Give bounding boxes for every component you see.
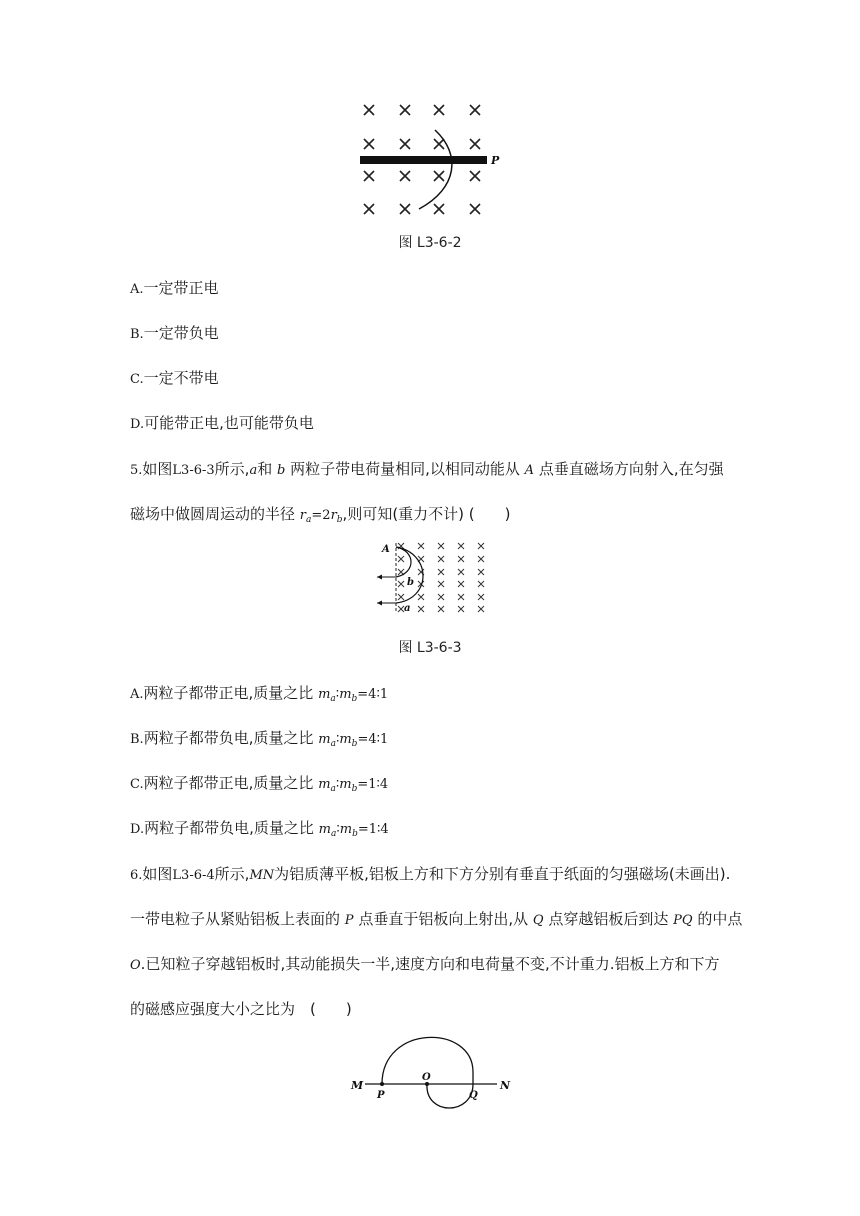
text: 两粒子带电荷量相同,以相同动能从: [290, 460, 520, 478]
field-cross: [400, 204, 410, 214]
var-a: a: [249, 463, 258, 478]
label-Q: Q: [469, 1090, 478, 1101]
q4-option-d: [130, 412, 314, 433]
var-m: m: [318, 687, 331, 702]
var-MN: MN: [249, 868, 275, 883]
var-m: m: [318, 822, 331, 837]
figure-l3-6-4: [345, 1032, 520, 1112]
var-m: m: [339, 777, 352, 792]
option-letter: B.: [130, 732, 144, 747]
field-cross: [470, 139, 480, 149]
option-letter: C.: [130, 777, 144, 792]
option-text: 一定不带电: [143, 369, 219, 387]
equals-2: =2: [311, 508, 331, 523]
particle-trajectory: [419, 130, 452, 209]
text: ,则可知(重力不计) ( ): [342, 505, 511, 523]
text: 一带电粒子从紧贴铝板上表面的: [130, 910, 341, 928]
var-r: r: [330, 508, 337, 523]
field-cross: [458, 594, 464, 600]
text: 如图: [142, 865, 173, 883]
label-a: a: [404, 603, 411, 614]
field-cross: [434, 105, 444, 115]
field-cross: [470, 105, 480, 115]
field-cross: [418, 543, 424, 549]
text: 所示,: [214, 865, 250, 883]
var-m: m: [318, 777, 331, 792]
label-P: P: [377, 1090, 385, 1101]
var-Q: Q: [532, 913, 544, 928]
lower-arc-trajectory: [427, 1084, 473, 1108]
field-cross: [418, 594, 424, 600]
subscript-a: a: [306, 515, 312, 525]
option-text: 两粒子都带负电,质量之比: [143, 729, 314, 747]
text: 的中点: [697, 910, 743, 928]
subscript-b: b: [351, 739, 358, 749]
var-m: m: [339, 732, 352, 747]
option-text: 可能带正电,也可能带负电: [144, 414, 314, 432]
ratio-value: =1∶4: [357, 777, 389, 792]
field-cross: [478, 543, 484, 549]
field-cross: [458, 606, 464, 612]
field-cross: [364, 171, 374, 181]
text: 和: [257, 460, 273, 478]
text: 点垂直于铝板向上射出,从: [358, 910, 529, 928]
field-cross: [438, 543, 444, 549]
q5-option-c: [130, 772, 388, 794]
label-b: b: [407, 577, 414, 588]
field-cross: [438, 556, 444, 562]
option-letter: B.: [130, 327, 144, 342]
text: 点垂直磁场方向射入,在匀强: [538, 460, 724, 478]
subscript-b: b: [336, 515, 343, 525]
option-letter: D.: [130, 822, 145, 837]
q6-stem-line-2: [130, 908, 742, 929]
field-cross: [400, 171, 410, 181]
text: 的磁感应强度大小之比为 ( ): [130, 1000, 352, 1018]
field-cross: [364, 105, 374, 115]
point-p: [380, 1082, 384, 1086]
subscript-a: a: [330, 739, 336, 749]
option-letter: C.: [130, 372, 144, 387]
field-cross: [478, 581, 484, 587]
field-cross: [438, 581, 444, 587]
figure-caption-l3-6-3: 图 L3-6-3: [398, 640, 462, 656]
q6-stem-line-3: [130, 953, 720, 974]
field-cross: [458, 543, 464, 549]
figure-ref: L3-6-4: [172, 868, 215, 883]
q4-option-a: [130, 277, 219, 298]
q5-stem-line-2: [130, 503, 511, 525]
ratio-sep: ∶: [335, 732, 340, 747]
field-cross: [400, 139, 410, 149]
question-number: 5.: [130, 463, 143, 478]
text: 如图: [142, 460, 173, 478]
ratio-sep: ∶: [336, 822, 340, 837]
field-cross: [398, 581, 404, 587]
field-cross: [458, 556, 464, 562]
option-letter: A.: [130, 687, 144, 702]
plate: [360, 156, 487, 164]
q6-stem-line-1: [130, 863, 730, 884]
option-text: 一定带正电: [143, 279, 219, 297]
text: 所示,: [214, 460, 250, 478]
var-A: A: [524, 463, 535, 478]
field-cross: [438, 569, 444, 575]
text: 为铝质薄平板,铝板上方和下方分别有垂直于纸面的匀强磁场(未画出).: [274, 865, 731, 883]
var-r: r: [299, 508, 307, 523]
figure-l3-6-3: [372, 539, 492, 619]
field-cross: [434, 171, 444, 181]
ratio-value: =1∶4: [357, 822, 389, 837]
label-M: M: [351, 1079, 364, 1092]
option-text: 两粒子都带正电,质量之比: [143, 684, 314, 702]
field-cross: [434, 204, 444, 214]
figure-ref: L3-6-3: [172, 463, 215, 478]
subscript-a: a: [330, 694, 336, 704]
text: 磁场中做圆周运动的半径: [130, 505, 296, 523]
ratio-value: =4∶1: [357, 687, 389, 702]
figure-l3-6-2: [355, 96, 505, 221]
option-text: 一定带负电: [143, 324, 219, 342]
field-cross: [438, 594, 444, 600]
subscript-b: b: [351, 784, 358, 794]
field-cross: [478, 594, 484, 600]
question-number: 6.: [130, 868, 143, 883]
q4-option-b: [130, 322, 219, 343]
var-P: P: [344, 913, 354, 928]
label-A: A: [382, 544, 390, 555]
field-cross: [434, 139, 444, 149]
field-cross: [478, 606, 484, 612]
label-p: P: [491, 154, 500, 167]
figure-caption-l3-6-2: 图 L3-6-2: [398, 235, 462, 251]
arrowhead: [377, 601, 382, 606]
field-cross: [470, 204, 480, 214]
q6-stem-line-4: [130, 998, 352, 1019]
q5-option-a: [130, 682, 388, 704]
subscript-b: b: [351, 694, 358, 704]
field-cross: [458, 569, 464, 575]
option-text: 两粒子都带负电,质量之比: [144, 819, 314, 837]
ratio-sep: ∶: [335, 687, 340, 702]
field-cross: [458, 581, 464, 587]
option-letter: D.: [130, 417, 145, 432]
option-text: 两粒子都带正电,质量之比: [143, 774, 314, 792]
field-cross: [364, 204, 374, 214]
ratio-value: =4∶1: [357, 732, 389, 747]
var-O: O: [130, 958, 141, 973]
q5-option-d: [130, 817, 389, 839]
subscript-a: a: [330, 829, 337, 839]
var-m: m: [339, 822, 353, 837]
field-cross: [398, 594, 404, 600]
field-cross: [398, 556, 404, 562]
q5-option-b: [130, 727, 388, 749]
field-cross: [478, 569, 484, 575]
q5-stem-line-1: [130, 458, 724, 479]
label-N: N: [500, 1079, 511, 1092]
var-m: m: [318, 732, 331, 747]
label-O: O: [422, 1072, 431, 1083]
option-letter: A.: [130, 282, 144, 297]
field-cross: [438, 606, 444, 612]
text: .已知粒子穿越铝板时,其动能损失一半,速度方向和电荷量不变,不计重力.铝板上方和下方: [140, 955, 720, 973]
field-cross: [400, 105, 410, 115]
field-cross: [478, 556, 484, 562]
ratio-sep: ∶: [335, 777, 340, 792]
var-PQ: PQ: [673, 913, 693, 928]
q4-option-c: [130, 367, 219, 388]
field-cross: [470, 171, 480, 181]
subscript-a: a: [330, 784, 336, 794]
subscript-b: b: [352, 829, 358, 839]
var-m: m: [339, 687, 352, 702]
var-b: b: [277, 463, 286, 478]
field-cross: [418, 606, 424, 612]
text: 点穿越铝板后到达: [548, 910, 669, 928]
field-cross: [364, 139, 374, 149]
arrowhead: [377, 575, 382, 580]
